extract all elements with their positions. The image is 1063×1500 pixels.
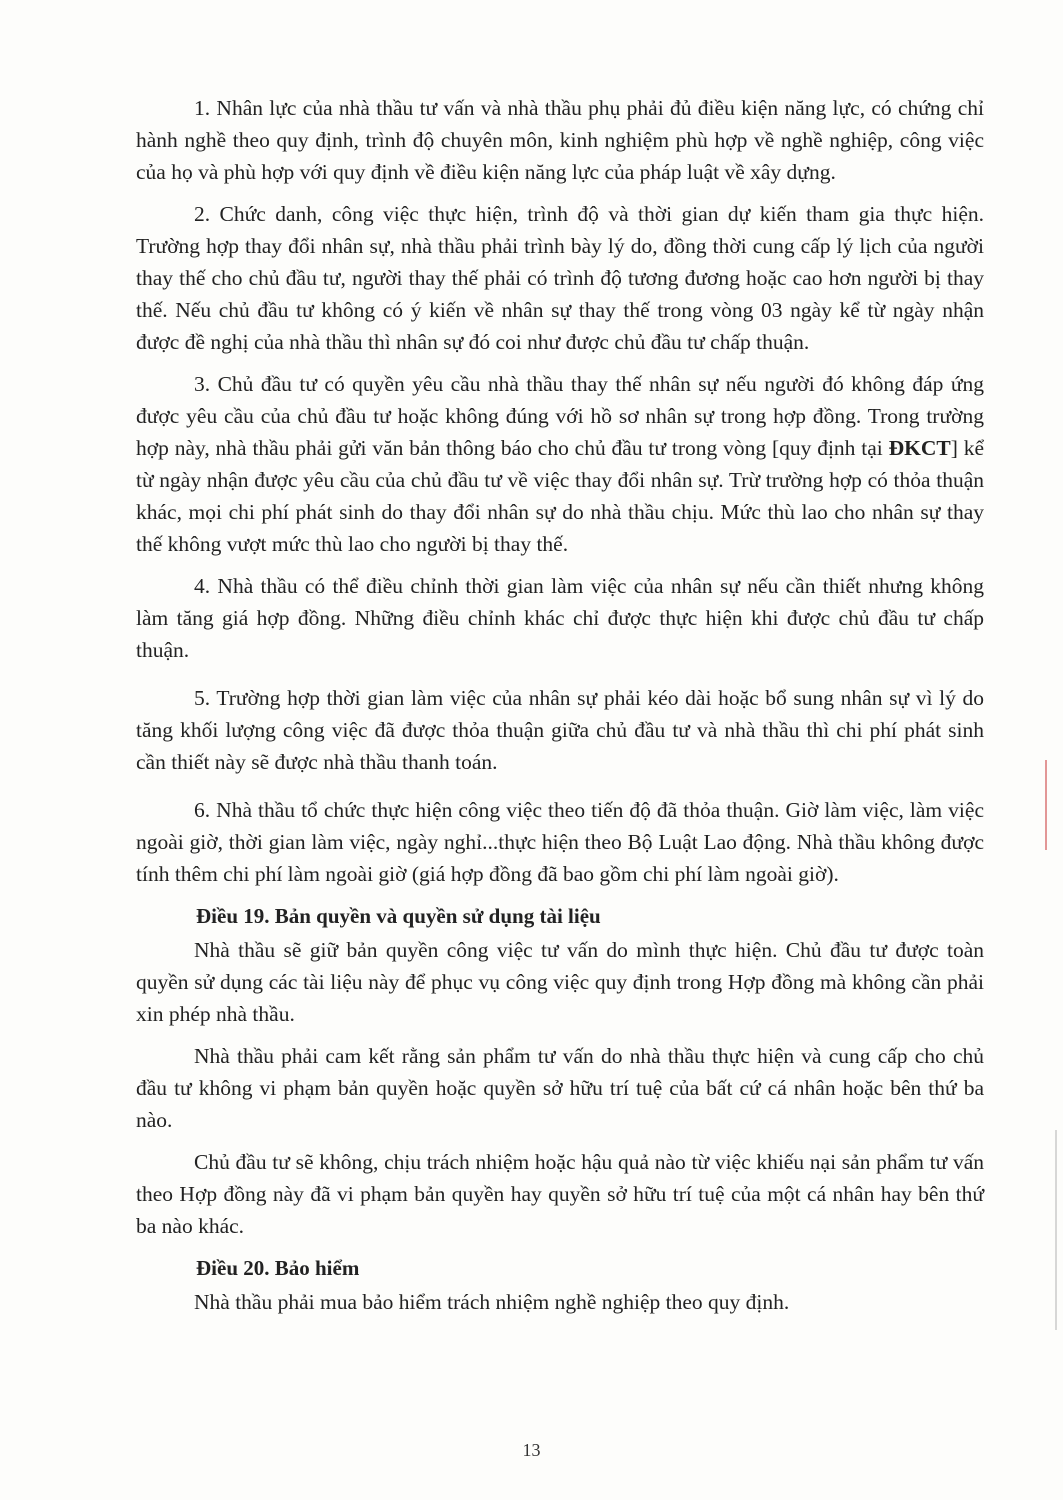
article-20-heading: Điều 20. Bảo hiểm bbox=[196, 1256, 360, 1280]
article-19-paragraph-3: Chủ đầu tư sẽ không, chịu trách nhiệm hoặc hậu quả nào từ việc khiếu nại sản phẩm tư vấn theo Hợp đồng này đã vi phạm bản quyền hay quyền sở hữu trí tuệ của một cá nhân hay bên thứ ba nào khác. bbox=[136, 1150, 984, 1238]
article-19-paragraph-1: Nhà thầu sẽ giữ bản quyền công việc tư vấn do mình thực hiện. Chủ đầu tư được toàn quyền sử dụng các tài liệu này để phục vụ công việc quy định trong Hợp đồng mà không cần phải xin phép nhà thầu. bbox=[136, 938, 984, 1026]
article-20-paragraph-1: Nhà thầu phải mua bảo hiểm trách nhiệm nghề nghiệp theo quy định. bbox=[194, 1290, 790, 1314]
paragraph-2: 2. Chức danh, công việc thực hiện, trình độ và thời gian dự kiến tham gia thực hiện. Trường hợp thay đổi nhân sự, nhà thầu phải trình bày lý do, đồng thời cung cấp lý lịch của người thay thế cho chủ đầu tư, người thay thế phải có trình độ tương đương hoặc cao hơn người bị thay thế. Nếu chủ đầu tư không có ý kiến về nhân sự thay thế trong vòng 03 ngày kể từ ngày nhận được đề nghị của nhà thầu thì nhân sự đó coi như được chủ đầu tư chấp thuận. bbox=[136, 202, 984, 354]
scan-edge-artifact bbox=[1055, 1130, 1057, 1330]
article-19-heading: Điều 19. Bản quyền và quyền sử dụng tài liệu bbox=[196, 904, 601, 928]
scan-artifact bbox=[1045, 760, 1047, 850]
paragraph-4: 4. Nhà thầu có thể điều chỉnh thời gian làm việc của nhân sự nếu cần thiết nhưng không làm tăng giá hợp đồng. Những điều chỉnh khác chỉ được thực hiện khi được chủ đầu tư chấp thuận. bbox=[136, 574, 984, 662]
page-body bbox=[136, 92, 984, 1318]
paragraph-6: 6. Nhà thầu tổ chức thực hiện công việc theo tiến độ đã thỏa thuận. Giờ làm việc, làm việc ngoài giờ, thời gian làm việc, ngày nghỉ...thực hiện theo Bộ Luật Lao động. Nhà thầu không được tính thêm chi phí làm ngoài giờ (giá hợp đồng đã bao gồm chi phí làm ngoài giờ). bbox=[136, 798, 984, 886]
paragraph-1: 1. Nhân lực của nhà thầu tư vấn và nhà thầu phụ phải đủ điều kiện năng lực, có chứng chỉ hành nghề theo quy định, trình độ chuyên môn, kinh nghiệm phù hợp về nghề nghiệp, công việc của họ và phù hợp với quy định về điều kiện năng lực của pháp luật về xây dựng. bbox=[136, 96, 984, 184]
article-19-paragraph-2: Nhà thầu phải cam kết rằng sản phẩm tư vấn do nhà thầu thực hiện và cung cấp cho chủ đầu tư không vi phạm bản quyền hoặc quyền sở hữu trí tuệ của bất cứ cá nhân hoặc bên thứ ba nào. bbox=[136, 1044, 984, 1132]
paragraph-3: 3. Chủ đầu tư có quyền yêu cầu nhà thầu thay thế nhân sự nếu người đó không đáp ứng được yêu cầu của chủ đầu tư hoặc không đúng với hồ sơ nhân sự trong hợp đồng. Trong trường hợp này, nhà thầu phải gửi văn bản thông báo cho chủ đầu tư trong vòng [quy định tại ĐKCT] kể từ ngày nhận được yêu cầu của chủ đầu tư về việc thay đổi nhân sự. Trừ trường hợp có thỏa thuận khác, mọi chi phí phát sinh do thay đổi nhân sự do nhà thầu chịu. Mức thù lao cho nhân sự thay thế không vượt mức thù lao cho người bị thay thế. bbox=[136, 372, 984, 556]
paragraph-3-keyword: ĐKCT bbox=[888, 436, 951, 460]
page-number: 13 bbox=[522, 1440, 541, 1460]
paragraph-5: 5. Trường hợp thời gian làm việc của nhân sự phải kéo dài hoặc bổ sung nhân sự vì lý do tăng khối lượng công việc đã được thỏa thuận giữa chủ đầu tư và nhà thầu thì chi phí phát sinh cần thiết này sẽ được nhà thầu thanh toán. bbox=[136, 686, 984, 774]
